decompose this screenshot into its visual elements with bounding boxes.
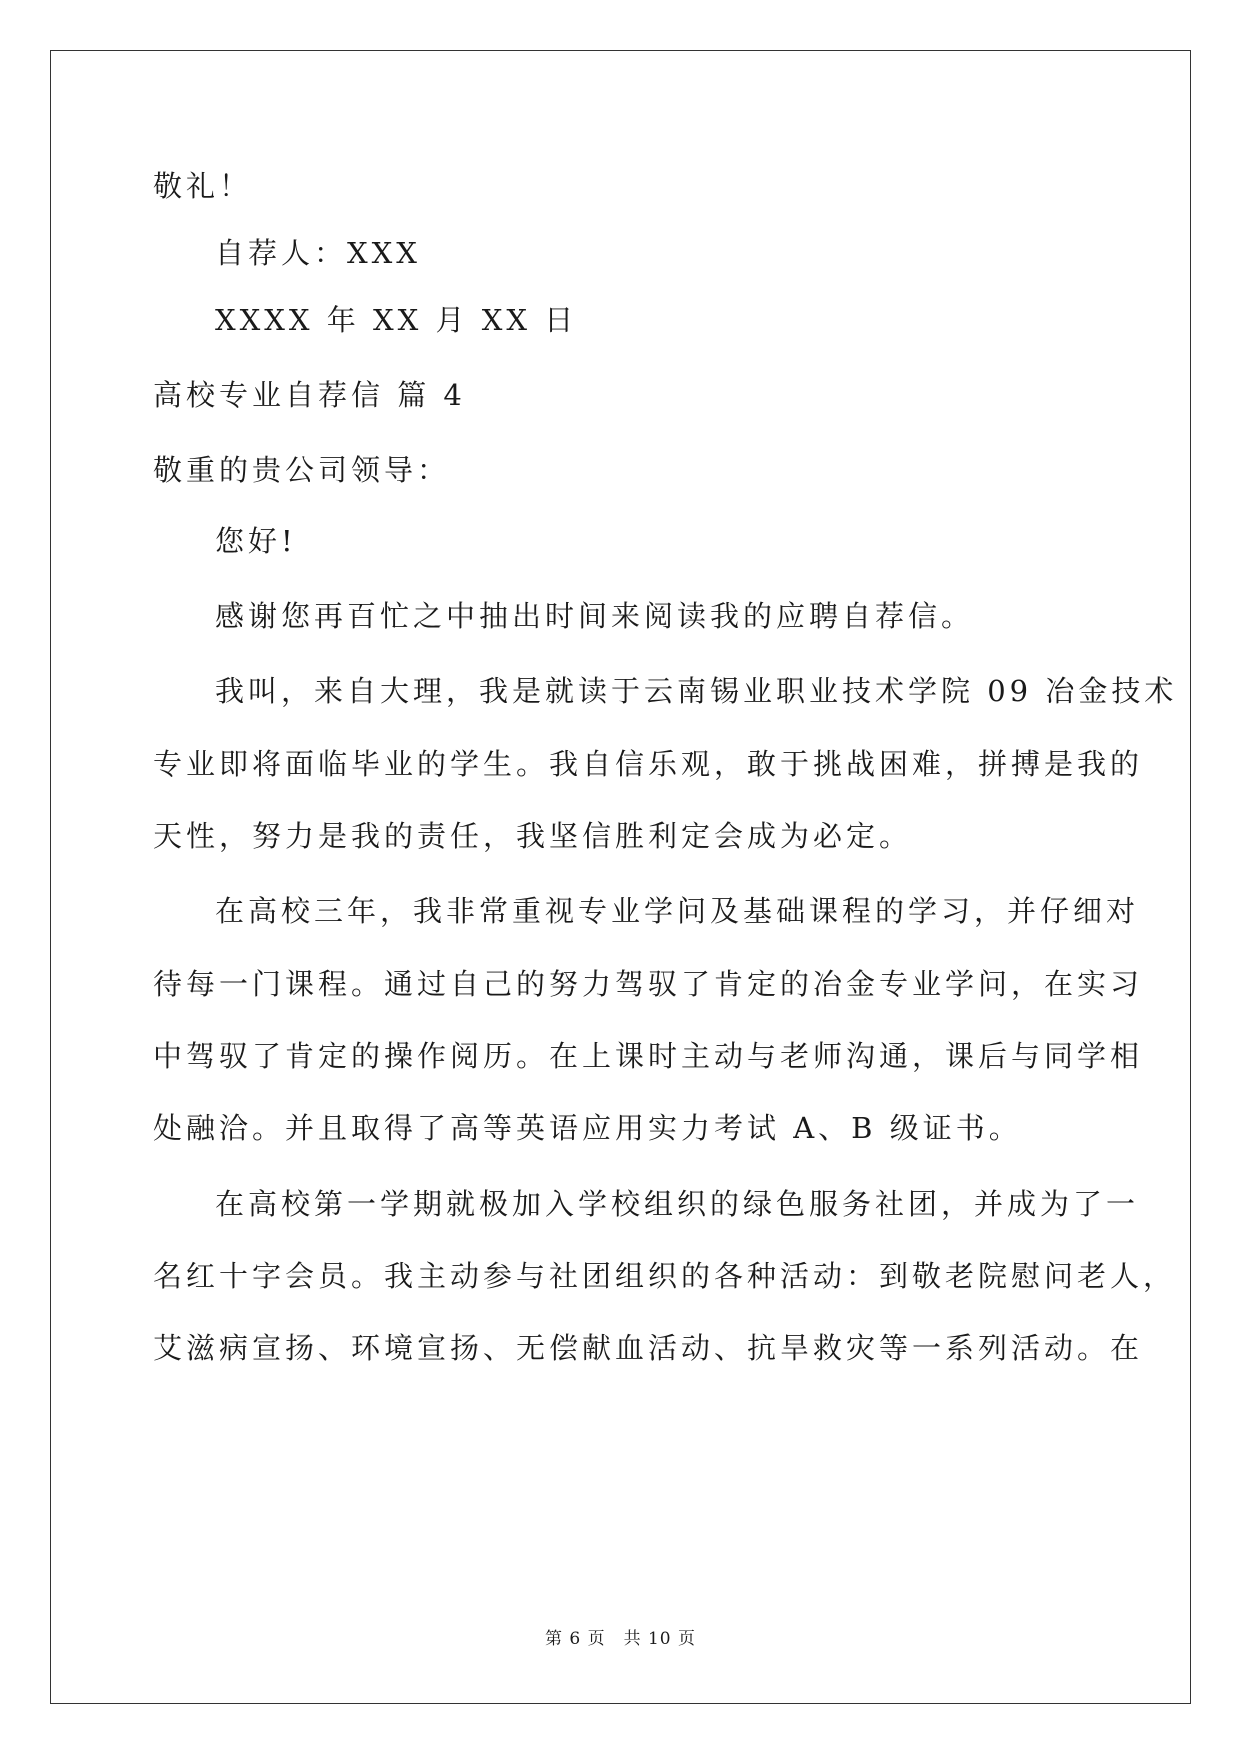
greeting-line: 敬重的贵公司领导： [153, 453, 451, 487]
page-footer [0, 1628, 1241, 1650]
paragraph-line: 我叫，来自大理，我是就读于云南锡业职业技术学院 09 冶金技术 [215, 674, 1178, 708]
hello-line: 您好! [215, 524, 297, 558]
signature-line: 自荐人：XXX [215, 236, 421, 270]
page-number-current: 第 6 页 [544, 1629, 606, 1649]
paragraph-line: 在高校三年，我非常重视专业学问及基础课程的学习，并仔细对 [215, 894, 1140, 928]
paragraph-line: 名红十字会员。我主动参与社团组织的各种活动：到敬老院慰问老人， [153, 1259, 1177, 1293]
paragraph-line: 待每一门课程。通过自己的努力驾驭了肯定的冶金专业学问，在实习 [153, 967, 1144, 1001]
paragraph-line: 中驾驭了肯定的操作阅历。在上课时主动与老师沟通，课后与同学相 [153, 1039, 1144, 1073]
paragraph-line: 专业即将面临毕业的学生。我自信乐观，敢于挑战困难，拼搏是我的 [153, 747, 1144, 781]
paragraph-line: 天性，努力是我的责任，我坚信胜利定会成为必定。 [153, 819, 913, 853]
paragraph-line: 在高校第一学期就极加入学校组织的绿色服务社团，并成为了一 [215, 1187, 1140, 1221]
paragraph-line: 艾滋病宣扬、环境宣扬、无偿献血活动、抗旱救灾等一系列活动。在 [153, 1331, 1144, 1365]
section-heading: 高校专业自荐信 篇 4 [153, 378, 466, 412]
date-line: XXXX 年 XX 月 XX 日 [215, 303, 578, 337]
paragraph-line: 感谢您再百忙之中抽出时间来阅读我的应聘自荐信。 [215, 599, 975, 633]
closing-salutation: 敬礼！ [153, 169, 253, 203]
page-border [50, 50, 1191, 1704]
page-number-total: 共 10 页 [623, 1629, 697, 1649]
paragraph-line: 处融洽。并且取得了高等英语应用实力考试 A、B 级证书。 [153, 1111, 1022, 1145]
